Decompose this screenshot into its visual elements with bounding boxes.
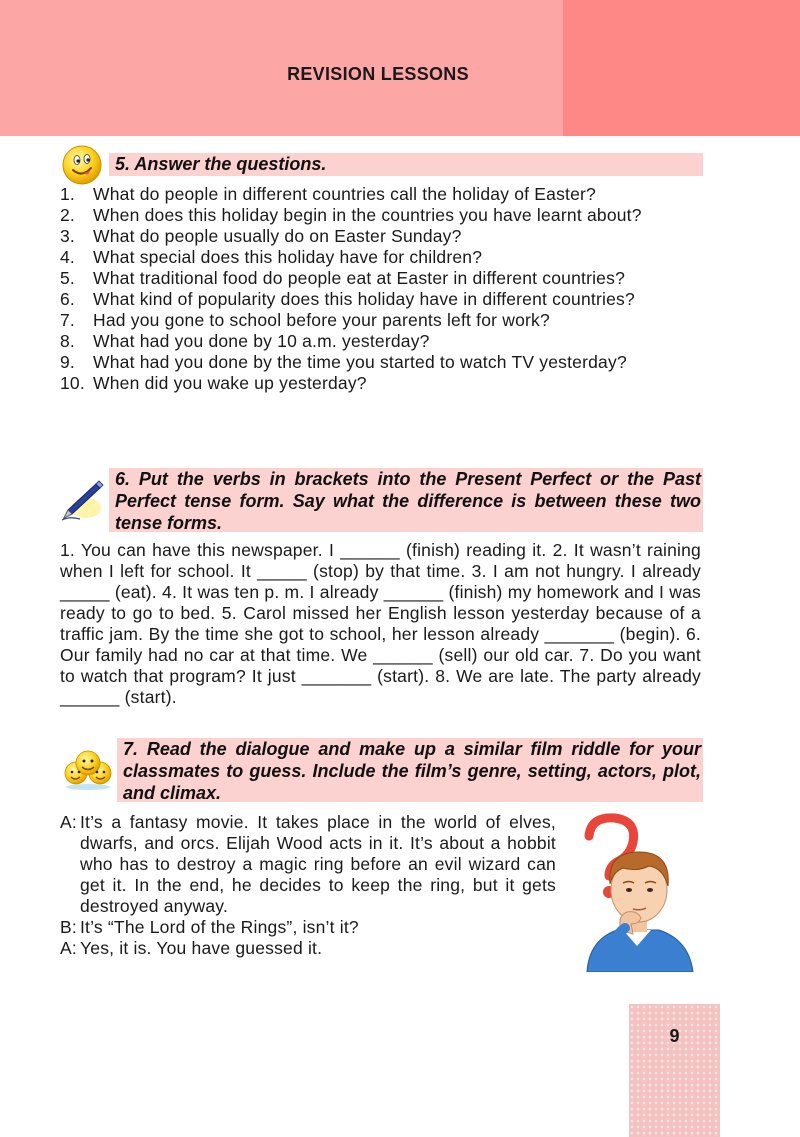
question-text: What do people usually do on Easter Sunday? — [93, 226, 462, 246]
dialogue-line — [60, 917, 556, 938]
dialogue-text: It’s a fantasy movie. It takes place in the world of elves, dwarfs, and orcs. Elijah Wood acts in it. It’s about a hobbit who has to destroy a magic ring before an evil wizard can get it. In the end, he decides to keep the ring, but it gets destroyed anyway. — [80, 812, 556, 916]
question-item — [60, 331, 701, 352]
question-text: What kind of popularity does this holiday have in different countries? — [93, 289, 635, 309]
group-smileys-icon — [62, 747, 114, 791]
question-text: What special does this holiday have for children? — [93, 247, 483, 267]
question-number: 1. — [60, 184, 75, 204]
question-item — [60, 373, 701, 394]
question-number: 7. — [60, 310, 75, 330]
question-text: When does this holiday begin in the countries you have learnt about? — [93, 205, 642, 225]
question-text: What had you done by 10 a.m. yesterday? — [93, 331, 430, 351]
question-number: 6. — [60, 289, 75, 309]
question-item — [60, 268, 701, 289]
page-number: 9 — [669, 1026, 680, 1046]
question-item — [60, 247, 701, 268]
exercise-7-heading: 7. Read the dialogue and make up a similar film riddle for your classmates to guess. Include the film’s genre, setting, actors, plot, and climax. — [117, 738, 703, 802]
dialogue-line — [60, 812, 556, 917]
page-title: REVISION LESSONS — [287, 64, 469, 84]
smiley-face-icon — [60, 143, 104, 187]
dialogue-text: It’s “The Lord of the Rings”, isn’t it? — [80, 917, 359, 937]
dialogue-line — [60, 938, 556, 959]
dialogue-text: Yes, it is. You have guessed it. — [80, 938, 323, 958]
question-item — [60, 205, 701, 226]
thinking-boy-illustration — [567, 812, 697, 972]
exercise-5-question-list — [60, 184, 701, 394]
question-number: 8. — [60, 331, 75, 351]
question-number: 2. — [60, 205, 75, 225]
question-number: 4. — [60, 247, 75, 267]
exercise-7-dialogue — [60, 812, 556, 959]
question-text: Had you gone to school before your parents left for work? — [93, 310, 550, 330]
page-number-box — [629, 1004, 720, 1137]
exercise-6-heading: 6. Put the verbs in brackets into the Present Perfect or the Past Perfect tense form. Say what the difference is between these two tense forms. — [109, 468, 703, 532]
question-text: What traditional food do people eat at Easter in different countries? — [93, 268, 625, 288]
question-item — [60, 226, 701, 247]
dialogue-speaker: A: — [60, 812, 77, 832]
question-item — [60, 310, 701, 331]
question-number: 3. — [60, 226, 75, 246]
question-number: 10. — [60, 373, 85, 393]
question-item — [60, 352, 701, 373]
question-text: When did you wake up yesterday? — [93, 373, 367, 393]
exercise-6-text: 1. You can have this newspaper. I ______ (finish) reading it. 2. It wasn’t raining when I left for school. It _____ (stop) by that time. 3. I am not hungry. I already _____ (eat). 4. It was ten p. m. I already ______ (finish) my homework and I was ready to go to bed. 5. Carol missed her English lesson yesterday because of a traffic jam. By the time she got to school, her lesson already _______ (begin). 6. Our family had no car at that time. We ______ (sell) our old car. 7. Do you want to watch that program? It just _______ (start). 8. We are late. The party already ______ (start). — [60, 540, 701, 707]
question-text: What had you done by the time you started to watch TV yesterday? — [93, 352, 627, 372]
question-text: What do people in different countries call the holiday of Easter? — [93, 184, 596, 204]
dialogue-speaker: A: — [60, 938, 77, 958]
question-number: 5. — [60, 268, 75, 288]
pen-writing-icon — [58, 478, 106, 522]
question-item — [60, 289, 701, 310]
question-number: 9. — [60, 352, 75, 372]
question-item — [60, 184, 701, 205]
dialogue-speaker: B: — [60, 917, 77, 937]
exercise-5-heading: 5. Answer the questions. — [109, 153, 703, 176]
